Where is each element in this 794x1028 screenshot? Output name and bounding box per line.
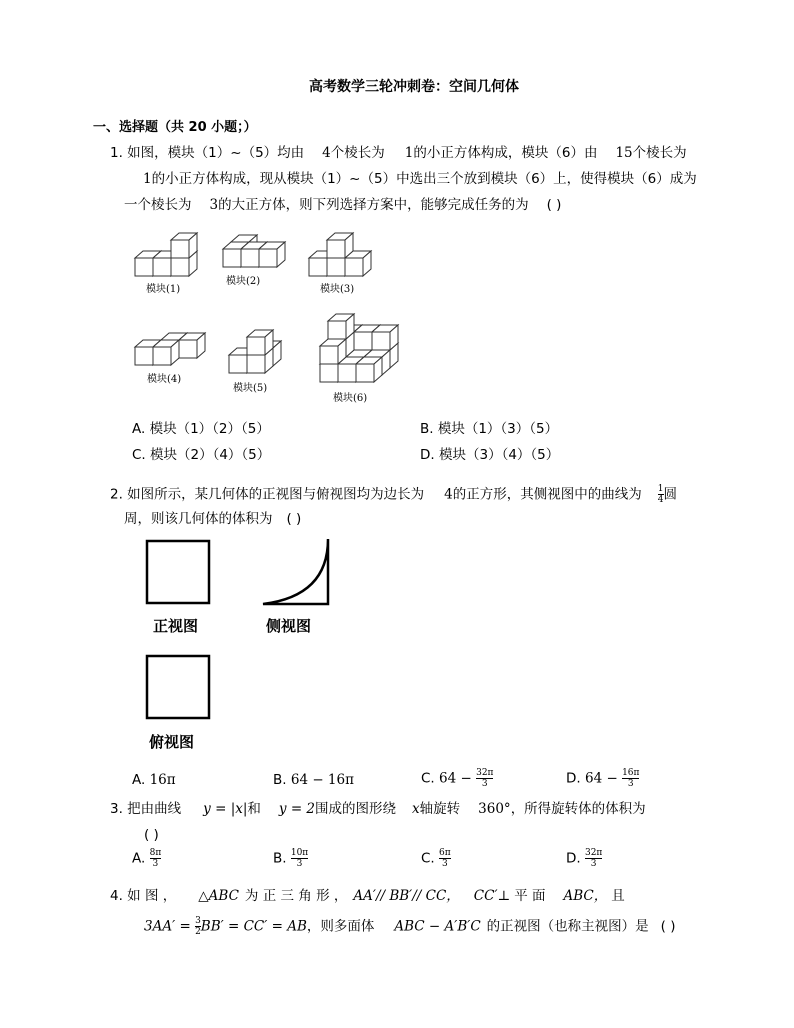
q3-option-a[interactable] bbox=[132, 848, 161, 869]
q2-option-c-num: 32π bbox=[476, 768, 494, 778]
q4-math-polyhedron: ABC − A′B′C bbox=[394, 918, 481, 935]
q3-option-c-den: 3 bbox=[441, 859, 448, 869]
q2-option-c-frac bbox=[476, 768, 493, 789]
q3-option-c-frac bbox=[439, 848, 451, 869]
side-view-caption: 侧视图 bbox=[266, 617, 312, 635]
q2-frac-den: 4 bbox=[657, 495, 664, 505]
q1-option-d[interactable]: D. 模块（3）（4）（5） bbox=[420, 447, 560, 463]
q3-text-e: ，所得旋转体的体积为 bbox=[510, 801, 646, 817]
q4-text-f: 的正视图（也称主视图）是 bbox=[486, 918, 649, 935]
q2-option-a[interactable] bbox=[132, 771, 176, 789]
q4-math-eq-b: BB′ = CC′ = AB bbox=[200, 918, 307, 935]
q3-option-a-frac bbox=[150, 848, 162, 869]
q2-option-b[interactable] bbox=[273, 771, 354, 789]
q2-text-c: 圆 bbox=[663, 486, 677, 503]
q1-answer-paren: ( ) bbox=[546, 197, 562, 213]
q1-text-c: 的小正方体构成，模块（6）由 bbox=[413, 145, 598, 161]
q4-math-parallel: AA′// BB′// CC， bbox=[353, 888, 460, 904]
q3-text-a: 3. 把由曲线 bbox=[110, 801, 182, 817]
q1-text-d: 个棱长为 bbox=[632, 145, 687, 161]
q4-line-1 bbox=[110, 887, 625, 905]
q2-text-b: 的正方形，其侧视图中的曲线为 bbox=[452, 486, 642, 503]
q2-option-d-label: D. bbox=[566, 770, 581, 787]
q3-option-a-label: A. bbox=[132, 850, 146, 867]
q4-text-c: 平 面 bbox=[514, 888, 546, 904]
q3-text-d: 轴旋转 bbox=[419, 801, 461, 817]
q2-option-c-label: C. bbox=[421, 770, 435, 787]
q2-frac-num: 1 bbox=[657, 484, 664, 494]
q2-option-a-label: A. bbox=[132, 772, 146, 788]
q2-option-c-den: 3 bbox=[481, 779, 488, 789]
q4-text-b: 为 正 三 角 形 ， bbox=[244, 888, 348, 904]
q2-option-b-value: 64 − 16π bbox=[290, 772, 354, 788]
q3-line-1 bbox=[110, 800, 646, 818]
q4-math-perp: CC′⊥ bbox=[473, 888, 511, 904]
top-view-caption: 俯视图 bbox=[149, 733, 195, 751]
module-3-caption: 模块(3) bbox=[320, 284, 355, 295]
q3-option-b-num: 10π bbox=[290, 848, 309, 858]
q1-option-c[interactable]: C. 模块（2）（4）（5） bbox=[132, 447, 271, 463]
q3-math-axis: x bbox=[412, 801, 420, 817]
q2-option-d-pre: 64 − bbox=[584, 770, 618, 787]
q4-text-d: 且 bbox=[611, 888, 625, 904]
q2-option-d-den: 3 bbox=[627, 779, 634, 789]
section-heading: 一、选择题（共 20 小题；） bbox=[93, 120, 257, 135]
q4-math-eq-a: 3AA′ = bbox=[144, 918, 191, 935]
q3-option-d[interactable] bbox=[566, 848, 602, 869]
q3-text-c: 围成的图形绕 bbox=[315, 801, 397, 817]
module-4-caption: 模块(4) bbox=[147, 374, 182, 385]
q2-option-a-value: 16π bbox=[149, 772, 176, 788]
q2-num-4: 4 bbox=[444, 486, 453, 503]
q1-text-g: 的大正方体，则下列选择方案中，能够完成任务的为 bbox=[218, 197, 529, 213]
q3-math-angle: 360° bbox=[478, 801, 511, 817]
front-view-square bbox=[147, 541, 209, 603]
q3-math-curve: y = |x| bbox=[203, 801, 248, 817]
q3-option-c-num: 6π bbox=[439, 848, 451, 858]
q4-frac-num: 3 bbox=[195, 916, 201, 926]
q3-option-a-num: 8π bbox=[149, 848, 162, 858]
q3-option-d-num: 32π bbox=[584, 848, 603, 858]
q2-option-c-pre: 64 − bbox=[439, 770, 472, 787]
q3-answer-paren: ( ) bbox=[144, 827, 159, 843]
q2-option-c[interactable] bbox=[421, 768, 493, 789]
module-5-caption: 模块(5) bbox=[233, 383, 268, 394]
q3-option-b-label: B. bbox=[273, 850, 287, 867]
module-1-caption: 模块(1) bbox=[146, 284, 181, 295]
q4-math-triangle: △ABC bbox=[198, 888, 239, 904]
q3-math-line: y = 2 bbox=[278, 801, 316, 817]
q3-option-d-frac bbox=[585, 848, 602, 869]
q4-frac-den: 2 bbox=[195, 927, 201, 937]
q2-answer-paren: ( ) bbox=[286, 511, 302, 527]
top-view-square bbox=[147, 656, 209, 718]
q1-option-b[interactable]: B. 模块（1）（3）（5） bbox=[420, 421, 559, 437]
q3-option-b[interactable] bbox=[273, 848, 308, 869]
q1-num-15: 15 bbox=[615, 145, 633, 161]
q2-option-b-label: B. bbox=[273, 772, 287, 788]
q2-option-d-frac bbox=[622, 768, 639, 789]
q2-text-d: 周，则该几何体的体积为 bbox=[124, 511, 273, 527]
q1-num-3: 3 bbox=[209, 197, 219, 213]
q1-text-f: 一个棱长为 bbox=[124, 197, 192, 213]
q4-answer-paren: ( ) bbox=[660, 918, 676, 935]
module-2-caption: 模块(2) bbox=[226, 276, 261, 287]
q4-text-e: ，则多面体 bbox=[306, 918, 375, 935]
q3-option-c[interactable] bbox=[421, 848, 451, 869]
side-view-curve bbox=[263, 539, 328, 604]
q2-option-d-num: 16π bbox=[622, 768, 640, 778]
q2-text-a: 2. 如图所示，某几何体的正视图与俯视图均为边长为 bbox=[110, 486, 425, 503]
q3-option-d-label: D. bbox=[566, 850, 581, 867]
q3-option-a-den: 3 bbox=[152, 859, 159, 869]
q1-num-1a: 1 bbox=[404, 145, 414, 161]
q3-option-b-frac bbox=[291, 848, 308, 869]
q3-option-d-den: 3 bbox=[590, 859, 597, 869]
q3-option-c-label: C. bbox=[421, 850, 435, 867]
page-title: 高考数学三轮冲刺卷：空间几何体 bbox=[309, 79, 519, 95]
q2-option-d[interactable] bbox=[566, 768, 639, 789]
q1-option-a[interactable]: A. 模块（1）（2）（5） bbox=[132, 421, 270, 437]
q4-text-a: 4. 如 图 ， bbox=[110, 888, 177, 904]
q1-num-4: 4 bbox=[322, 145, 331, 161]
q1-num-1b: 1 bbox=[143, 171, 152, 187]
q1-text-e: 的小正方体构成，现从模块（1）~（5）中选出三个放到模块（6）上，使得模块（6）成为 bbox=[151, 171, 697, 187]
q4-math-plane: ABC， bbox=[563, 888, 608, 904]
q1-text-a: 1. 如图，模块（1）~（5）均由 bbox=[110, 145, 305, 161]
front-view-caption: 正视图 bbox=[153, 617, 199, 635]
q3-option-b-den: 3 bbox=[296, 859, 303, 869]
q4-line-2 bbox=[144, 916, 676, 937]
q1-text-b: 个棱长为 bbox=[330, 145, 385, 161]
q3-text-b: 和 bbox=[247, 801, 261, 817]
module-6-caption: 模块(6) bbox=[333, 393, 368, 404]
